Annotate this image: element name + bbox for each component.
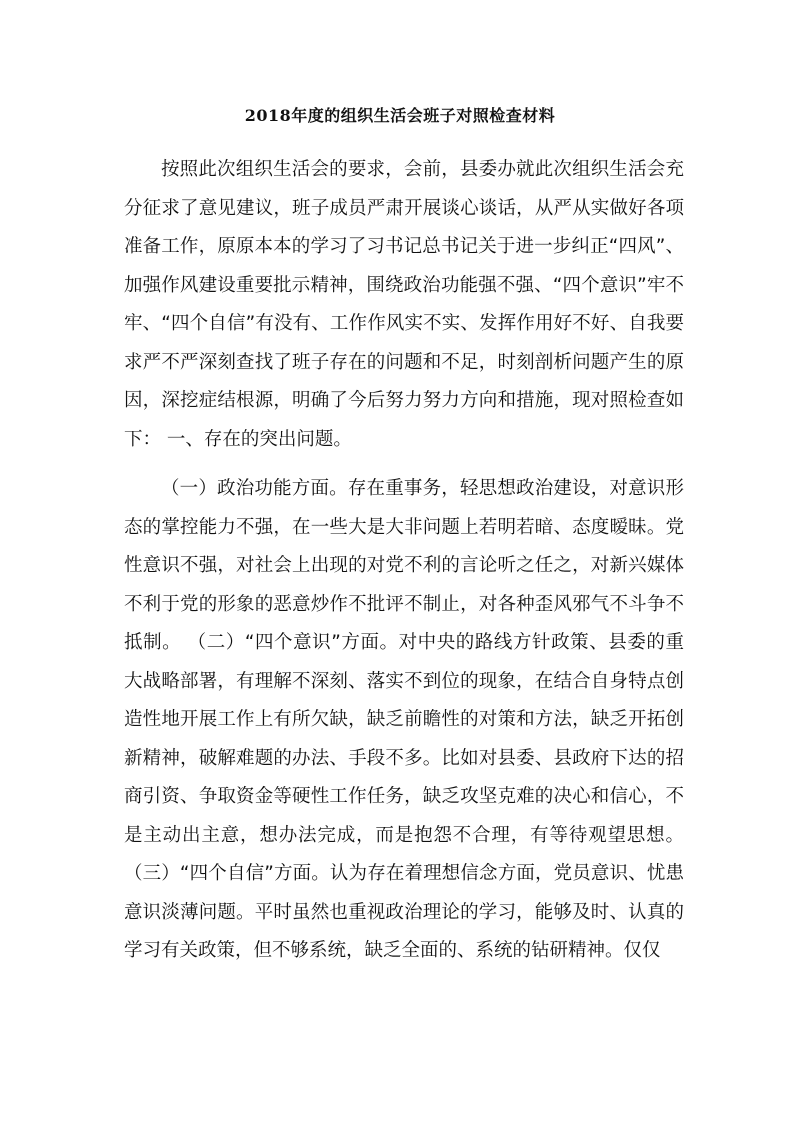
paragraph-problems: （一）政治功能方面。存在重事务，轻思想政治建设，对意识形态的掌控能力不强，在一些大是大非问题上若明若暗、态度暧昧。党性意识不强，对社会上出现的对党不利的言论听之任之，对新兴媒体不利于党的形象的恶意炒作不批评不制止，对各种歪风邪气不斗争不抵制。 （二）“四个意识”方面。对中央的路线方针政策、县委的重大战略部署，有理解不深刻、落实不到位的现象，在结合自身特点创造性地开展工作上有所欠缺，缺乏前瞻性的对策和方法，缺乏开拓创新精神，破解难题的办法、手段不多。比如对县委、县政府下达的招商引资、争取资金等硬性工作任务，缺乏攻坚克难的决心和信心，不是主动出主意，想办法完成，而是抱怨不合理，有等待观望思想。（三）“四个自信”方面。认为存在着理想信念方面，党员意识、忧患意识淡薄问题。平时虽然也重视政治理论的学习，能够及时、认真的学习有关政策，但不够系统，缺乏全面的、系统的钻研精神。仅仅 [124, 478, 684, 961]
document-title: 2018年度的组织生活会班子对照检查材料 [244, 106, 556, 125]
paragraph-intro: 按照此次组织生活会的要求，会前，县委办就此次组织生活会充分征求了意见建议，班子成员严肃开展谈心谈话，从严从实做好各项准备工作，原原本本的学习了习书记总书记关于进一步纠正“四风”、加强作风建设重要批示精神，围绕政治功能强不强、“四个意识”牢不牢、“四个自信”有没有、工作作风实不实、发挥作用好不好、自我要求严不严深刻查找了班子存在的问题和不足，时刻剖析问题产生的原因，深挖症结根源，明确了今后努力努力方向和措施，现对照检查如下： 一、存在的突出问题。 [124, 159, 684, 450]
document-body [124, 151, 684, 971]
